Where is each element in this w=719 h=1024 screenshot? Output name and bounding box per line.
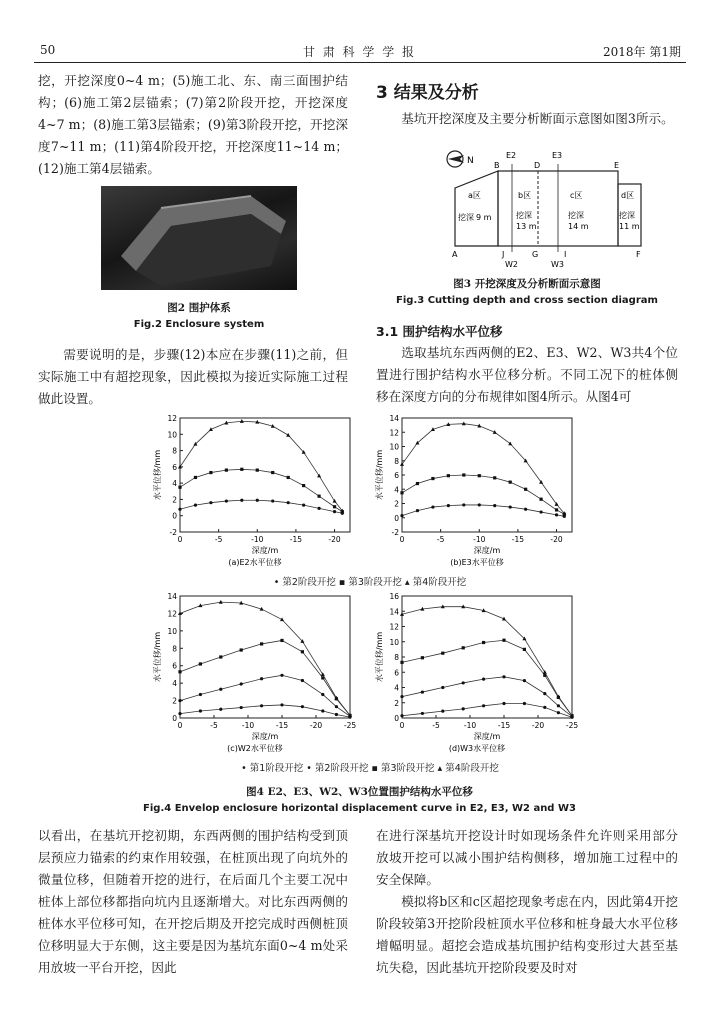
y-axis-label: 水平位移/mm	[153, 631, 162, 683]
data-point	[421, 690, 424, 693]
chart-title: (a)E2水平位移	[228, 558, 282, 567]
y-tick-label: 6	[172, 661, 177, 671]
data-point	[524, 508, 527, 511]
data-point	[271, 471, 274, 474]
x-tick-label: -5	[436, 535, 445, 544]
data-point	[280, 639, 283, 642]
data-point	[523, 648, 526, 651]
data-point	[178, 670, 181, 673]
north-arrow-icon	[448, 155, 464, 163]
y-axis-label: 水平位移/mm	[153, 449, 162, 501]
fig3-caption-cn: 图3 开挖深度及分析断面示意图	[453, 278, 601, 290]
x-tick-label: -20	[550, 535, 563, 544]
data-point	[209, 501, 212, 504]
data-point	[256, 469, 259, 472]
data-point	[280, 674, 283, 677]
chart-W3	[372, 588, 582, 758]
zone-c-depth-label: 挖深	[568, 211, 584, 220]
label-E3: E3	[552, 151, 563, 160]
data-point	[209, 471, 212, 474]
data-point	[240, 682, 243, 685]
plot-frame	[180, 418, 350, 532]
x-axis-label: 深度/m	[251, 732, 279, 741]
label-F: F	[636, 250, 641, 259]
data-point	[321, 693, 324, 696]
right-paragraph-2: 选取基坑东西两侧的E2、E3、W2、W3共4个位置进行围护结构水平位移分析。不同工况下的桩体侧移在深度方向的分布规律如图4所示。从图4可	[376, 345, 678, 404]
x-tick-label: -15	[275, 721, 289, 730]
data-point	[509, 481, 512, 484]
x-tick-label: -25	[565, 721, 579, 730]
data-point	[557, 711, 560, 714]
data-point	[478, 503, 481, 506]
data-point	[400, 714, 403, 717]
y-tick-label: 8	[394, 456, 399, 466]
zone-b-name: b区	[518, 191, 532, 200]
fig4-caption-cn: 图4 E2、E3、W2、W3位置围护结构水平位移	[246, 786, 473, 798]
left-paragraph-1: 挖，开挖深度0~4 m；(5)施工北、东、南三面围护结构；(6)施工第2层锚索；(7)第2阶段开挖，开挖深度4~7 m；(8)施工第3层锚索；(9)第3阶段开挖，开挖深度7~11 m；(11)第4阶段开挖，开挖深度11~14 m；(12)施工第4层锚索。	[38, 73, 348, 176]
series-line	[180, 705, 350, 717]
y-tick-label: 4	[394, 485, 399, 495]
fig3-caption-en: Fig.3 Cutting depth and cross section diagram	[396, 295, 658, 306]
label-B: B	[494, 161, 500, 170]
x-tick-label: -25	[343, 721, 357, 730]
data-point	[178, 508, 181, 511]
right-paragraph-1: 基坑开挖深度及主要分析断面示意图如图3所示。	[401, 111, 674, 126]
data-point	[416, 482, 419, 485]
x-tick-label: 0	[177, 535, 183, 544]
label-E2: E2	[506, 151, 517, 160]
data-point	[178, 486, 181, 489]
y-tick-label: 2	[394, 499, 399, 509]
data-point	[219, 655, 222, 658]
data-point	[199, 662, 202, 665]
y-tick-label: 4	[394, 683, 399, 693]
data-point	[462, 503, 465, 506]
data-point	[260, 677, 263, 680]
data-point	[321, 709, 324, 712]
data-point	[555, 513, 558, 516]
data-point	[335, 713, 338, 716]
north-label: N	[467, 156, 474, 166]
x-axis-label: 深度/m	[473, 732, 501, 741]
data-point	[482, 678, 485, 681]
header-rule	[34, 62, 686, 63]
data-point	[240, 468, 243, 471]
data-point	[478, 474, 481, 477]
data-point	[301, 705, 304, 708]
y-tick-label: 6	[394, 668, 399, 678]
y-tick-label: 2	[172, 696, 177, 706]
zone-b-depth-label: 挖深	[516, 211, 532, 220]
data-point	[502, 702, 505, 705]
zone-d-name: d区	[621, 191, 635, 200]
chart-title: (d)W3水平位移	[448, 744, 506, 753]
enclosure-photo-drawing	[101, 186, 297, 290]
data-point	[543, 692, 546, 695]
data-point	[260, 704, 263, 707]
x-tick-label: -10	[251, 535, 264, 544]
y-tick-label: 0	[172, 714, 177, 723]
data-point	[286, 433, 290, 437]
data-point	[462, 707, 465, 710]
data-point	[482, 704, 485, 707]
data-point	[416, 509, 419, 512]
y-tick-label: 12	[389, 622, 399, 632]
left-paragraph-2: 需要说明的是，步骤(12)本应在步骤(11)之前，但实际施工中有超挖现象，因此模拟为接近实际施工过程做此设置。	[38, 347, 348, 406]
series-line	[180, 675, 350, 716]
data-point	[509, 505, 512, 508]
x-tick-label: -10	[463, 721, 477, 730]
section-title: 3 结果及分析	[376, 83, 479, 103]
chart-title: (c)W2水平位移	[227, 744, 283, 753]
journal-title: 甘 肃 科 学 学 报	[302, 45, 417, 59]
data-point	[302, 504, 305, 507]
zone-b-depth: 13 m	[516, 222, 537, 231]
label-G: G	[532, 250, 539, 259]
series-line	[180, 500, 342, 513]
x-tick-label: -20	[309, 721, 323, 730]
y-tick-label: 6	[172, 462, 177, 472]
fig4-caption-en: Fig.4 Envelop enclosure horizontal displacement curve in E2, E3, W2 and W3	[143, 803, 576, 814]
y-tick-label: 10	[389, 637, 399, 647]
legend-top: • 第2阶段开挖 ▪ 第3阶段开挖 ▴ 第4阶段开挖	[273, 577, 467, 588]
data-point	[219, 708, 222, 711]
chart-E2	[150, 410, 360, 572]
zone-a-name: a区	[468, 191, 481, 200]
data-point	[539, 498, 542, 501]
data-point	[431, 477, 434, 480]
x-tick-label: -15	[511, 535, 525, 544]
data-point	[302, 484, 305, 487]
y-tick-label: 16	[389, 592, 399, 601]
data-point	[431, 505, 434, 508]
series-line	[402, 505, 564, 516]
x-tick-label: 0	[399, 535, 405, 544]
bottom-right-paragraph-1: 在进行深基坑开挖设计时如现场条件允许则采用部分放坡开挖可以减小围护结构侧移，增加施工过程中的安全保障。	[376, 828, 678, 887]
data-point	[543, 706, 546, 709]
data-point	[508, 441, 512, 445]
label-W3: W3	[551, 260, 564, 269]
zone-c-depth: 14 m	[568, 222, 589, 231]
data-point	[287, 501, 290, 504]
enclosure-photo	[101, 186, 297, 290]
y-tick-label: 2	[394, 698, 399, 708]
data-point	[447, 474, 450, 477]
data-point	[400, 661, 403, 664]
chart-E3	[372, 410, 582, 572]
y-tick-label: 4	[172, 679, 177, 689]
data-point	[462, 646, 465, 649]
label-D: D	[534, 161, 541, 170]
zone-a-depth-label: 挖深	[458, 213, 474, 222]
data-point	[240, 648, 243, 651]
data-point	[441, 710, 444, 713]
data-point	[219, 688, 222, 691]
series-line	[402, 677, 572, 717]
label-A: A	[452, 250, 458, 259]
y-tick-label: 2	[172, 495, 177, 505]
data-point	[301, 650, 304, 653]
legend-bottom: • 第1阶段开挖 • 第2阶段开挖 ▪ 第3阶段开挖 ▴ 第4阶段开挖	[241, 763, 499, 774]
data-point	[225, 469, 228, 472]
y-tick-label: 8	[172, 644, 177, 654]
y-tick-label: -2	[169, 528, 177, 537]
data-point	[400, 514, 403, 517]
fig2-caption-en: Fig.2 Enclosure system	[133, 319, 265, 330]
label-J: J	[502, 250, 505, 259]
y-tick-label: 14	[389, 414, 399, 423]
data-point	[493, 476, 496, 479]
data-point	[317, 495, 320, 498]
x-tick-label: -15	[289, 535, 303, 544]
data-point	[462, 681, 465, 684]
data-point	[482, 641, 485, 644]
y-tick-label: 4	[172, 479, 177, 489]
y-tick-label: 14	[167, 592, 177, 601]
x-tick-label: -10	[473, 535, 486, 544]
data-point	[225, 499, 228, 502]
series-line	[180, 469, 342, 511]
y-axis-label: 水平位移/mm	[375, 449, 384, 501]
series-line	[402, 607, 572, 716]
y-tick-label: -2	[391, 528, 399, 537]
x-axis-label: 深度/m	[473, 546, 501, 555]
zone-d-depth: 11 m	[619, 222, 640, 231]
x-tick-label: -15	[497, 721, 511, 730]
x-tick-label: -5	[210, 721, 218, 730]
data-point	[260, 642, 263, 645]
data-point	[256, 499, 259, 502]
y-tick-label: 10	[167, 626, 177, 636]
label-W2: W2	[505, 260, 518, 269]
data-point	[240, 499, 243, 502]
series-line	[402, 704, 572, 718]
series-line	[180, 602, 350, 715]
y-tick-label: 12	[389, 428, 399, 438]
data-point	[555, 508, 558, 511]
y-tick-label: 0	[394, 714, 399, 723]
data-point	[523, 679, 526, 682]
series-line	[402, 640, 572, 715]
data-point	[441, 686, 444, 689]
data-point	[421, 656, 424, 659]
data-point	[524, 488, 527, 491]
plot-frame	[180, 596, 350, 718]
zone-a-outline	[455, 171, 498, 246]
data-point	[421, 712, 424, 715]
y-axis-label: 水平位移/mm	[375, 631, 384, 683]
data-point	[441, 652, 444, 655]
y-tick-label: 12	[167, 414, 177, 423]
data-point	[287, 476, 290, 479]
y-tick-label: 0	[172, 511, 177, 521]
bottom-right-paragraph-2: 模拟将b区和c区超挖现象考虑在内，因此第4开挖阶段较第3开挖阶段桩顶水平位移和桩身最大水平位移增幅明显。超挖会造成基坑围护结构变形过大甚至基坑失稳，因此基坑开挖阶段要及时对	[376, 894, 678, 975]
label-I: I	[564, 250, 567, 259]
data-point	[557, 704, 560, 707]
data-point	[240, 706, 243, 709]
x-axis-label: 深度/m	[251, 546, 279, 555]
data-point	[199, 693, 202, 696]
data-point	[301, 679, 304, 682]
y-tick-label: 10	[167, 430, 177, 440]
y-tick-label: 8	[172, 446, 177, 456]
data-point	[462, 473, 465, 476]
label-E: E	[614, 161, 620, 170]
x-tick-label: -5	[214, 535, 223, 544]
data-point	[400, 491, 403, 494]
zone-d-depth-label: 挖深	[619, 211, 635, 220]
zone-a-depth: 9 m	[476, 213, 492, 222]
data-point	[447, 504, 450, 507]
data-point	[335, 705, 338, 708]
data-point	[502, 675, 505, 678]
fig3-diagram	[440, 146, 656, 270]
x-tick-label: -20	[531, 721, 545, 730]
data-point	[333, 505, 336, 508]
y-tick-label: 0	[394, 513, 399, 523]
data-point	[178, 712, 181, 715]
data-point	[493, 504, 496, 507]
y-tick-label: 6	[394, 471, 399, 480]
y-tick-label: 8	[394, 653, 399, 662]
data-point	[271, 499, 274, 502]
x-tick-label: 0	[177, 721, 183, 730]
data-point	[194, 504, 197, 507]
fig2-caption-cn: 图2 围护体系	[167, 302, 231, 314]
data-point	[280, 703, 283, 706]
x-tick-label: -10	[241, 721, 255, 730]
data-point	[523, 702, 526, 705]
issue-label: 2018年 第1期	[603, 45, 681, 59]
y-tick-label: 10	[389, 442, 399, 452]
bottom-left-paragraph: 以看出，在基坑开挖初期，东西两侧的围护结构受到顶层预应力锚索的约束作用较强，在桩顶出现了向坑外的微量位移，但随着开挖的进行，在后面几个主要工况中桩体上部位移都指向坑内且逐渐增大。对比东西两侧的桩体水平位移可知，在开挖后期及开挖完成时西侧桩顶位移明显大于东侧，这主要是因为基坑东面0~4 m处采用放坡一平台开挖，因此	[38, 828, 348, 975]
x-tick-label: 0	[399, 721, 405, 730]
y-tick-label: 14	[389, 607, 399, 617]
page-number: 50	[40, 43, 56, 57]
data-point	[333, 510, 336, 513]
chart-title: (b)E3水平位移	[450, 558, 504, 567]
subsection-title: 3.1 围护结构水平位移	[376, 324, 503, 339]
data-point	[178, 699, 181, 702]
x-tick-label: -5	[432, 721, 440, 730]
data-point	[317, 507, 320, 510]
data-point	[199, 709, 202, 712]
chart-W2	[150, 588, 360, 758]
data-point	[539, 510, 542, 513]
x-tick-label: -20	[328, 535, 341, 544]
data-point	[502, 639, 505, 642]
plot-frame	[402, 418, 572, 532]
data-point	[194, 476, 197, 479]
y-tick-label: 12	[167, 609, 177, 619]
data-point	[400, 695, 403, 698]
zone-c-name: c区	[570, 191, 583, 200]
